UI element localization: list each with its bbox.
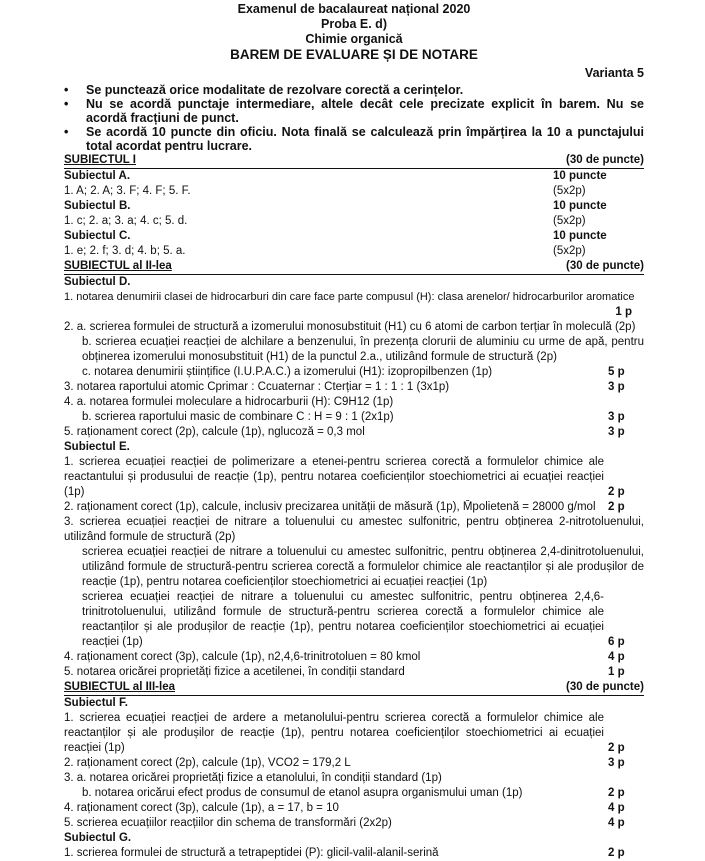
item-d2c: c. notarea denumirii științifice (I.U.P.A.C.) a izomerului (H1): izopropilbenzen (1p) 5 p [64, 365, 644, 380]
exam-subject: Chimie organică [305, 32, 403, 46]
item-e5: 5. notarea oricărei proprietăți fizice a acetilenei, în condiții standard 1 p [64, 665, 644, 680]
section-title: SUBIECTUL al III-lea [64, 681, 175, 693]
barem-page [64, 2, 644, 861]
section-title: SUBIECTUL I [64, 154, 136, 166]
exam-title: Examenul de bacalaureat național 2020 [237, 2, 471, 16]
points-value: 5 p [608, 366, 625, 378]
rule-item: • Se punctează orice modalitate de rezolvare corectă a cerințelor. [64, 83, 464, 97]
section-1-header [64, 153, 644, 169]
item-e4: 4. raționament corect (3p), calcule (1p), n2,4,6-trinitrotoluen = 80 kmol 4 p [64, 650, 644, 665]
document-title: BAREM DE EVALUARE ȘI DE NOTARE [230, 47, 478, 62]
points-value: 6 p [608, 636, 625, 648]
bullet-icon: • [64, 83, 69, 97]
points-value: 3 p [608, 411, 625, 423]
item-d4a: 4. a. notarea formulei moleculare a hidrocarburii (H): C9H12 (1p) [64, 396, 394, 408]
item-e3b: scrierea ecuației reacției de nitrare a toluenului cu amestec sulfonitric, pentru obținerea 2,4-dinitrotoluenului, utilizând formule de structură-pentru scrierea corectă a formulelor chimice ale reactanților și ale produșilor de reacție (1p), pentru notarea coeficienților stoechiometrici ai ecuației reacției (1p) [82, 546, 644, 588]
rule-item: • Se acordă 10 puncte din oficiu. Nota finală se calculează prin împărțirea la 10 a punctajului total acordat pentru lucrare. [64, 125, 644, 153]
rule-item: • Nu se acordă punctaje intermediare, altele decât cele precizate explicit în barem. Nu se acordă fracțiuni de punct. [64, 97, 644, 125]
item-d5: 5. raționament corect (2p), calcule (1p), nglucoză = 0,3 mol 3 p [64, 425, 644, 440]
item-f3a: 3. a. notarea oricărei proprietăți fizice a etanolului, în condiții standard (1p) [64, 772, 442, 784]
subject-f-header: Subiectul F. [64, 697, 128, 709]
subject-a-answers: 1. A; 2. A; 3. F; 4. F; 5. F. (5x2p) [64, 185, 586, 197]
bullet-icon: • [64, 97, 69, 111]
section-points: (30 de puncte) [566, 260, 644, 272]
points-value: 2 p [608, 742, 625, 754]
points-value: 3 p [608, 381, 625, 393]
section-2-header [64, 259, 644, 275]
item-f1: 1. scrierea ecuației reacției de ardere a metanolului-pentru scrierea corectă a formulelor chimice ale reactanților și ale produșilor de reacție (1p), pentru notarea coeficienților stoechiometrici ai ecuației reacției (1p) 2 p [64, 711, 644, 756]
points-value: 4 p [608, 817, 625, 829]
item-f3b: b. notarea oricărui efect produs de consumul de etanol asupra organismului uman (1p) 2 p [64, 786, 644, 801]
item-f2: 2. raționament corect (2p), calcule (1p), VCO2 = 179,2 L 3 p [64, 756, 644, 771]
subject-b-header: Subiectul B. 10 puncte [64, 200, 607, 212]
subject-c-header: Subiectul C. 10 puncte [64, 230, 607, 242]
general-rules [64, 83, 644, 153]
item-e2: 2. raționament corect (1p), calcule, inclusiv precizarea unității de măsură (1p), M̄polietenă = 28000 g/mol 2 p [64, 500, 644, 515]
section-points: (30 de puncte) [566, 681, 644, 693]
item-e1: 1. scrierea ecuației reacției de polimerizare a etenei-pentru scrierea corectă a formulelor chimice ale reactantului și produsului de reacție (1p), pentru notarea coeficienților stoechiometrici ai ecuației reacției (1p) 2 p [64, 455, 644, 500]
points-value: 4 p [608, 651, 625, 663]
item-d2b: b. scrierea ecuației reacției de alchilare a benzenului, în prezența clorurii de aluminiu cu urme de apă, pentru obținerea izomerului monosubstituit (H1) de la punctul 2.a., utilizând formule de structură (2p) [82, 336, 644, 363]
exam-proba: Proba E. d) [321, 17, 387, 31]
item-g1: 1. scrierea formulei de structură a tetrapeptidei (P): glicil-valil-alanil-serină 2 p [64, 846, 644, 861]
points-value: 1 p [608, 666, 625, 678]
item-d2a: 2. a. scrierea formulei de structură a izomerului monosubstituit (H1) cu 6 atomi de carbon terțiar în moleculă (2p) [64, 321, 636, 333]
points-value: 2 p [608, 787, 625, 799]
bullet-icon: • [64, 125, 69, 139]
variant-label: Varianta 5 [584, 66, 644, 80]
subject-e-header: Subiectul E. [64, 441, 130, 453]
points-value: 2 p [608, 847, 625, 859]
item-f4: 4. raționament corect (3p), calcule (1p), a = 17, b = 10 4 p [64, 801, 644, 816]
item-e3a: 3. scrierea ecuației reacției de nitrare a toluenului cu amestec sulfonitric, pentru obținerea 2-nitrotoluenului, utilizând formule de structură (2p) [64, 516, 644, 543]
item-e3c: scrierea ecuației reacției de nitrare a toluenului cu amestec sulfonitric, pentru obținerea 2,4,6-trinitrotoluenului, utilizând formule de structură-pentru scrierea corectă a formulelor chimice ale reactanților și ale produșilor de reacție (1p), pentru notarea coeficienților stoechiometrici ai ecuației reacției (1p) 6 p [64, 590, 644, 650]
item-d1-points: 1 p [615, 306, 632, 318]
item-d4b: b. scrierea raportului masic de combinare C : H = 9 : 1 (2x1p) 3 p [64, 410, 644, 425]
section-points: (30 de puncte) [566, 154, 644, 166]
points-value: 3 p [608, 426, 625, 438]
points-value: 2 p [608, 501, 625, 513]
item-d1: 1. notarea denumirii clasei de hidrocarburi din care face parte compusul (H): clasa arenelor/ hidrocarburilor aromatice [64, 291, 635, 303]
subject-a-header: Subiectul A. 10 puncte [64, 170, 607, 182]
section-3-header [64, 680, 644, 696]
section-title: SUBIECTUL al II-lea [64, 260, 172, 272]
points-value: 2 p [608, 486, 625, 498]
points-value: 4 p [608, 802, 625, 814]
subject-d-header: Subiectul D. [64, 276, 131, 288]
subject-g-header: Subiectul G. [64, 832, 132, 844]
item-f5: 5. scrierea ecuațiilor reacțiilor din schema de transformări (2x2p) 4 p [64, 816, 644, 831]
item-d3: 3. notarea raportului atomic Cprimar : Ccuaternar : Cterțiar = 1 : 1 : 1 (3x1p) 3 p [64, 380, 644, 395]
subject-c-answers: 1. e; 2. f; 3. d; 4. b; 5. a. (5x2p) [64, 245, 586, 257]
subject-b-answers: 1. c; 2. a; 3. a; 4. c; 5. d. (5x2p) [64, 215, 586, 227]
points-value: 3 p [608, 757, 625, 769]
